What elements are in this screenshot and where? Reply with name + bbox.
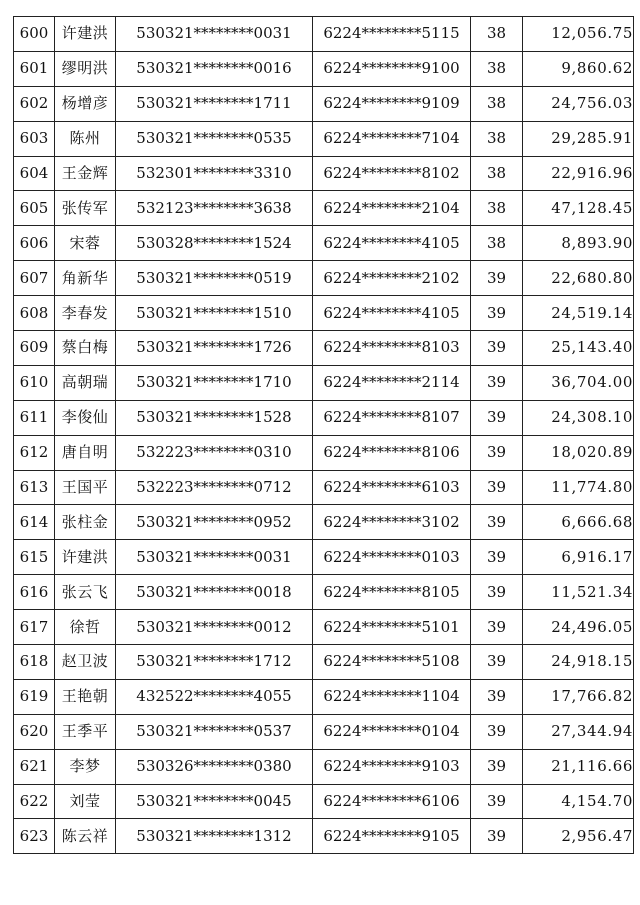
cell-age: 39 [471,645,523,680]
cell-name: 角新华 [55,261,116,296]
cell-card-number: 6224********0104 [313,714,471,749]
cell-amount: 9,860.62 [523,51,634,86]
cell-amount: 6,666.68 [523,505,634,540]
cell-name: 李春发 [55,296,116,331]
cell-card-number: 6224********7104 [313,121,471,156]
cell-age: 38 [471,17,523,52]
cell-age: 38 [471,121,523,156]
table-row [14,819,634,854]
cell-seq: 620 [14,714,55,749]
cell-age: 39 [471,610,523,645]
cell-name: 张云飞 [55,575,116,610]
cell-id-number: 530321********1711 [116,86,313,121]
cell-name: 李梦 [55,749,116,784]
cell-seq: 608 [14,296,55,331]
cell-card-number: 6224********5115 [313,17,471,52]
cell-id-number: 530321********0045 [116,784,313,819]
table-row [14,714,634,749]
cell-amount: 4,154.70 [523,784,634,819]
cell-id-number: 532223********0712 [116,470,313,505]
cell-card-number: 6224********0103 [313,540,471,575]
cell-id-number: 530321********1528 [116,400,313,435]
cell-age: 39 [471,784,523,819]
cell-seq: 607 [14,261,55,296]
cell-amount: 22,680.80 [523,261,634,296]
cell-id-number: 530321********0018 [116,575,313,610]
cell-id-number: 530321********0535 [116,121,313,156]
cell-amount: 17,766.82 [523,679,634,714]
cell-seq: 604 [14,156,55,191]
cell-card-number: 6224********8105 [313,575,471,610]
cell-card-number: 6224********5108 [313,645,471,680]
cell-name: 陈州 [55,121,116,156]
table-row [14,610,634,645]
cell-age: 39 [471,540,523,575]
cell-name: 王金辉 [55,156,116,191]
cell-card-number: 6224********1104 [313,679,471,714]
cell-age: 39 [471,365,523,400]
cell-seq: 622 [14,784,55,819]
cell-age: 38 [471,191,523,226]
cell-card-number: 6224********8103 [313,331,471,366]
cell-seq: 602 [14,86,55,121]
cell-amount: 24,308.10 [523,400,634,435]
cell-amount: 27,344.94 [523,714,634,749]
cell-age: 39 [471,505,523,540]
cell-seq: 614 [14,505,55,540]
cell-amount: 25,143.40 [523,331,634,366]
cell-seq: 618 [14,645,55,680]
cell-age: 39 [471,714,523,749]
cell-seq: 603 [14,121,55,156]
cell-name: 张柱金 [55,505,116,540]
cell-amount: 18,020.89 [523,435,634,470]
table-row [14,191,634,226]
cell-amount: 11,774.80 [523,470,634,505]
cell-id-number: 530321********0012 [116,610,313,645]
cell-age: 38 [471,86,523,121]
table-row [14,17,634,52]
cell-card-number: 6224********4105 [313,226,471,261]
cell-amount: 24,519.14 [523,296,634,331]
table-row [14,365,634,400]
cell-age: 39 [471,331,523,366]
cell-amount: 2,956.47 [523,819,634,854]
cell-id-number: 530321********1712 [116,645,313,680]
cell-card-number: 6224********2114 [313,365,471,400]
cell-seq: 605 [14,191,55,226]
cell-amount: 24,756.03 [523,86,634,121]
cell-card-number: 6224********8107 [313,400,471,435]
cell-id-number: 530326********0380 [116,749,313,784]
cell-name: 徐哲 [55,610,116,645]
cell-amount: 11,521.34 [523,575,634,610]
table-row [14,331,634,366]
cell-id-number: 530321********1510 [116,296,313,331]
table-row [14,435,634,470]
cell-card-number: 6224********8106 [313,435,471,470]
table-row [14,51,634,86]
cell-id-number: 530321********1710 [116,365,313,400]
cell-seq: 613 [14,470,55,505]
cell-amount: 29,285.91 [523,121,634,156]
roster-table [13,16,634,854]
table-row [14,470,634,505]
cell-age: 38 [471,156,523,191]
cell-card-number: 6224********4105 [313,296,471,331]
cell-name: 缪明洪 [55,51,116,86]
cell-age: 39 [471,261,523,296]
cell-seq: 619 [14,679,55,714]
cell-seq: 623 [14,819,55,854]
table-row [14,784,634,819]
cell-age: 39 [471,575,523,610]
cell-name: 唐自明 [55,435,116,470]
cell-name: 许建洪 [55,17,116,52]
cell-amount: 24,918.15 [523,645,634,680]
cell-seq: 612 [14,435,55,470]
cell-amount: 47,128.45 [523,191,634,226]
table-row [14,505,634,540]
cell-seq: 621 [14,749,55,784]
cell-id-number: 530321********0016 [116,51,313,86]
cell-age: 39 [471,435,523,470]
table-row [14,645,634,680]
cell-seq: 601 [14,51,55,86]
cell-seq: 615 [14,540,55,575]
table-row [14,400,634,435]
cell-name: 许建洪 [55,540,116,575]
cell-amount: 36,704.00 [523,365,634,400]
cell-card-number: 6224********9100 [313,51,471,86]
cell-card-number: 6224********6106 [313,784,471,819]
cell-seq: 617 [14,610,55,645]
cell-card-number: 6224********2104 [313,191,471,226]
table-row [14,575,634,610]
cell-seq: 609 [14,331,55,366]
cell-id-number: 530321********1312 [116,819,313,854]
cell-age: 39 [471,470,523,505]
cell-seq: 616 [14,575,55,610]
cell-name: 王艳朝 [55,679,116,714]
cell-name: 刘莹 [55,784,116,819]
table-row [14,86,634,121]
cell-id-number: 530321********0519 [116,261,313,296]
cell-age: 38 [471,226,523,261]
cell-name: 赵卫波 [55,645,116,680]
cell-age: 39 [471,749,523,784]
cell-card-number: 6224********9105 [313,819,471,854]
cell-name: 陈云祥 [55,819,116,854]
cell-name: 高朝瑞 [55,365,116,400]
cell-card-number: 6224********2102 [313,261,471,296]
cell-card-number: 6224********3102 [313,505,471,540]
table-row [14,156,634,191]
cell-amount: 21,116.66 [523,749,634,784]
cell-name: 宋蓉 [55,226,116,261]
cell-name: 王季平 [55,714,116,749]
cell-name: 王国平 [55,470,116,505]
cell-age: 39 [471,296,523,331]
cell-card-number: 6224********5101 [313,610,471,645]
table-row [14,540,634,575]
cell-age: 38 [471,51,523,86]
cell-id-number: 532223********0310 [116,435,313,470]
table-row [14,679,634,714]
cell-seq: 606 [14,226,55,261]
cell-age: 39 [471,400,523,435]
cell-amount: 12,056.75 [523,17,634,52]
cell-id-number: 530321********0031 [116,540,313,575]
cell-name: 蔡白梅 [55,331,116,366]
cell-card-number: 6224********9109 [313,86,471,121]
cell-amount: 22,916.96 [523,156,634,191]
cell-id-number: 532301********3310 [116,156,313,191]
cell-name: 张传军 [55,191,116,226]
table-row [14,226,634,261]
cell-card-number: 6224********8102 [313,156,471,191]
cell-amount: 6,916.17 [523,540,634,575]
cell-age: 39 [471,679,523,714]
cell-amount: 8,893.90 [523,226,634,261]
cell-id-number: 432522********4055 [116,679,313,714]
cell-id-number: 530321********1726 [116,331,313,366]
table-row [14,296,634,331]
cell-name: 李俊仙 [55,400,116,435]
cell-amount: 24,496.05 [523,610,634,645]
table-row [14,749,634,784]
cell-seq: 600 [14,17,55,52]
cell-id-number: 530321********0952 [116,505,313,540]
cell-id-number: 530328********1524 [116,226,313,261]
cell-age: 39 [471,819,523,854]
cell-seq: 611 [14,400,55,435]
cell-card-number: 6224********6103 [313,470,471,505]
roster-table-body [14,17,634,854]
cell-id-number: 532123********3638 [116,191,313,226]
cell-id-number: 530321********0031 [116,17,313,52]
cell-name: 杨增彦 [55,86,116,121]
table-row [14,121,634,156]
cell-seq: 610 [14,365,55,400]
cell-card-number: 6224********9103 [313,749,471,784]
table-row [14,261,634,296]
cell-id-number: 530321********0537 [116,714,313,749]
